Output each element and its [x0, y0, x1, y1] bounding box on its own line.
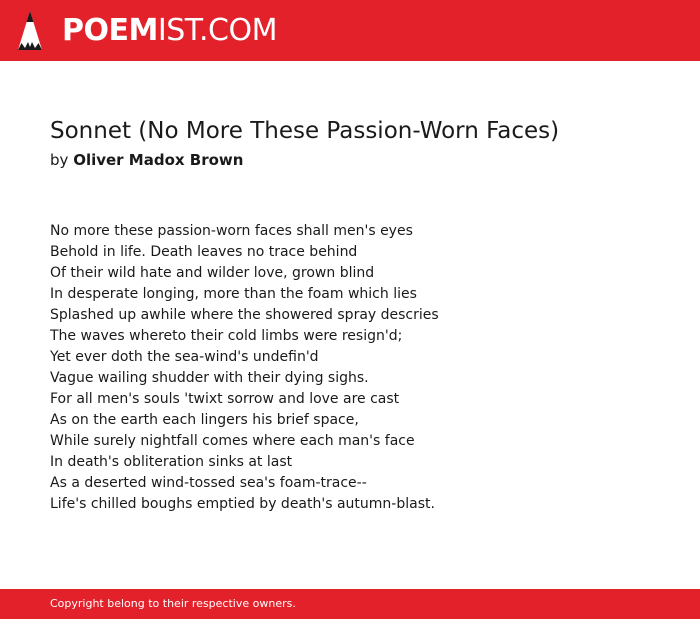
site-footer [0, 589, 700, 619]
poem-line: Of their wild hate and wilder love, grown blind [50, 265, 375, 281]
poem-line: In death's obliteration sinks at last [50, 454, 293, 470]
poem-byline [50, 149, 670, 171]
logo-brand-light: IST.COM [157, 13, 277, 48]
poem-title: Sonnet (No More These Passion-Worn Faces) [50, 118, 560, 144]
poem-line: As on the earth each lingers his brief space, [50, 412, 359, 428]
poem-line: As a deserted wind-tossed sea's foam-trace-- [50, 475, 367, 491]
poem-line: While surely nightfall comes where each man's face [50, 433, 415, 449]
poem-line: For all men's souls 'twixt sorrow and love are cast [50, 391, 400, 407]
poem-line: Yet ever doth the sea-wind's undefin'd [50, 349, 319, 365]
poem-line: Splashed up awhile where the showered spray descries [50, 307, 439, 323]
copyright-notice: Copyright belong to their respective owners. [50, 597, 296, 610]
site-logo-link[interactable] [62, 12, 277, 50]
poem-line: The waves whereto their cold limbs were resign'd; [50, 328, 403, 344]
poem-line: Vague wailing shudder with their dying sighs. [50, 370, 369, 386]
poem-line: Behold in life. Death leaves no trace behind [50, 244, 358, 260]
poem-line: No more these passion-worn faces shall men's eyes [50, 223, 413, 239]
site-header [0, 0, 700, 61]
poem-line: In desperate longing, more than the foam which lies [50, 286, 417, 302]
poem-line: Life's chilled boughs emptied by death's autumn-blast. [50, 496, 435, 512]
logo-brand-bold: POEM [62, 13, 158, 48]
poem-body [50, 221, 670, 515]
author-name: Oliver Madox Brown [73, 151, 244, 169]
poem-content [50, 114, 670, 515]
by-label: by [50, 151, 69, 169]
pencil-tip-icon [17, 10, 43, 51]
